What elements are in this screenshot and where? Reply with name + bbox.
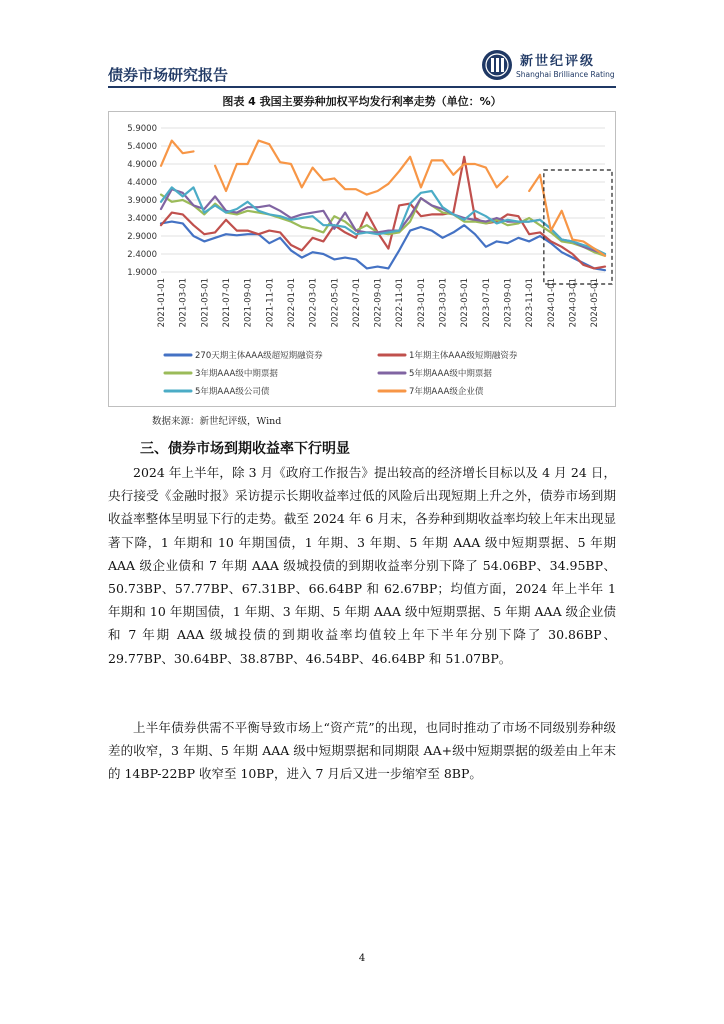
x-tick-label: 2022-01-01 (286, 278, 297, 328)
y-tick-label: 3.4000 (127, 214, 157, 224)
series-line (161, 222, 605, 271)
legend-label: 3年期AAA级中期票据 (195, 369, 278, 379)
report-title: 债券市场研究报告 (108, 66, 229, 84)
y-tick-label: 4.4000 (127, 178, 157, 188)
company-logo (480, 48, 616, 82)
x-tick-label: 2021-03-01 (178, 278, 189, 328)
y-tick-label: 5.4000 (127, 142, 157, 152)
y-tick-label: 4.9000 (127, 160, 157, 170)
x-tick-label: 2024-01-01 (546, 278, 557, 328)
page-number: 4 (358, 953, 366, 964)
x-tick-label: 2023-09-01 (503, 278, 514, 328)
legend-label: 270天期主体AAA级超短期融资券 (195, 351, 323, 361)
legend-label: 5年期AAA级中期票据 (409, 369, 492, 379)
x-tick-label: 2021-07-01 (221, 278, 232, 328)
paragraph-credit-spread: 上半年债券供需不平衡导致市场上“资产荒”的出现，也同时推动了市场不同级别券种级差的收窄，3 年期、5 年期 AAA 级中短期票据和同期限 AA+级中短期票据的级差由上年末的 14BP-22BP 收窄至 10BP，进入 7 月后又进一步缩窄至 8BP。 (108, 720, 616, 782)
x-tick-label: 2024-03-01 (568, 278, 579, 328)
legend-label: 7年期AAA级企业债 (409, 387, 484, 397)
section-heading: 三、债券市场到期收益率下行明显 (140, 441, 350, 457)
x-tick-label: 2021-11-01 (265, 278, 276, 328)
logo-english-name: Shanghai Brilliance Rating (516, 70, 615, 79)
x-tick-label: 2022-09-01 (373, 278, 384, 328)
series-line (161, 195, 605, 256)
x-tick-label: 2024-05-01 (590, 278, 601, 328)
rate-trend-chart (108, 111, 616, 407)
x-tick-label: 2022-03-01 (308, 278, 319, 328)
x-tick-label: 2023-05-01 (460, 278, 471, 328)
y-tick-label: 5.9000 (127, 124, 157, 134)
header-divider (108, 86, 616, 88)
figure-caption: 图表 4 我国主要券种加权平均发行利率走势（单位：%） (222, 95, 502, 108)
x-tick-label: 2021-09-01 (243, 278, 254, 328)
legend-label: 1年期主体AAA级短期融资券 (409, 351, 518, 361)
figure-source: 数据来源：新世纪评级，Wind (152, 416, 282, 427)
x-tick-label: 2022-11-01 (395, 278, 406, 328)
x-tick-label: 2023-03-01 (438, 278, 449, 328)
y-tick-label: 3.9000 (127, 196, 157, 206)
x-tick-label: 2021-01-01 (157, 278, 167, 328)
x-tick-label: 2023-01-01 (416, 278, 427, 328)
logo-name: 新世纪评级 (520, 54, 596, 69)
y-tick-label: 1.9000 (127, 268, 157, 278)
y-tick-label: 2.9000 (127, 232, 157, 242)
legend-label: 5年期AAA级公司债 (195, 387, 270, 397)
y-tick-label: 2.4000 (127, 250, 157, 260)
chart-svg (109, 112, 617, 408)
x-tick-label: 2022-07-01 (351, 278, 362, 328)
paragraph-yield-trend: 2024 年上半年，除 3 月《政府工作报告》提出较高的经济增长目标以及 4 月 24 日，央行接受《金融时报》采访提示长期收益率过低的风险后出现短期上升之外，债券市场到期收益率整体呈明显下行的走势。截至 2024 年 6 月末，各券种到期收益率均较上年末出现显著下降，1 年期和 10 年期国债，1 年期、3 年期、5 年期 AAA 级中短期票据、5 年期 AAA 级企业债和 7 年期 AAA 级城投债的到期收益率分别下降了 54.06BP、34.95BP、50.73BP、57.77BP、67.31BP、66.64BP 和 62.67BP；均值方面，2024 年上半年 1 年期和 10 年期国债，1 年期、3 年期、5 年期 AAA 级中短期票据、5 年期 AAA 级企业债和 7 年期 AAA 级城投债的到期收益率均值较上年下半年分别下降了 30.86BP、29.77BP、30.64BP、38.87BP、46.54BP、46.64BP 和 51.07BP。 (108, 465, 616, 666)
logo-emblem-icon (480, 48, 514, 82)
x-tick-label: 2021-05-01 (200, 278, 211, 328)
x-tick-label: 2022-05-01 (330, 278, 341, 328)
x-tick-label: 2023-07-01 (481, 278, 492, 328)
x-tick-label: 2023-11-01 (525, 278, 536, 328)
